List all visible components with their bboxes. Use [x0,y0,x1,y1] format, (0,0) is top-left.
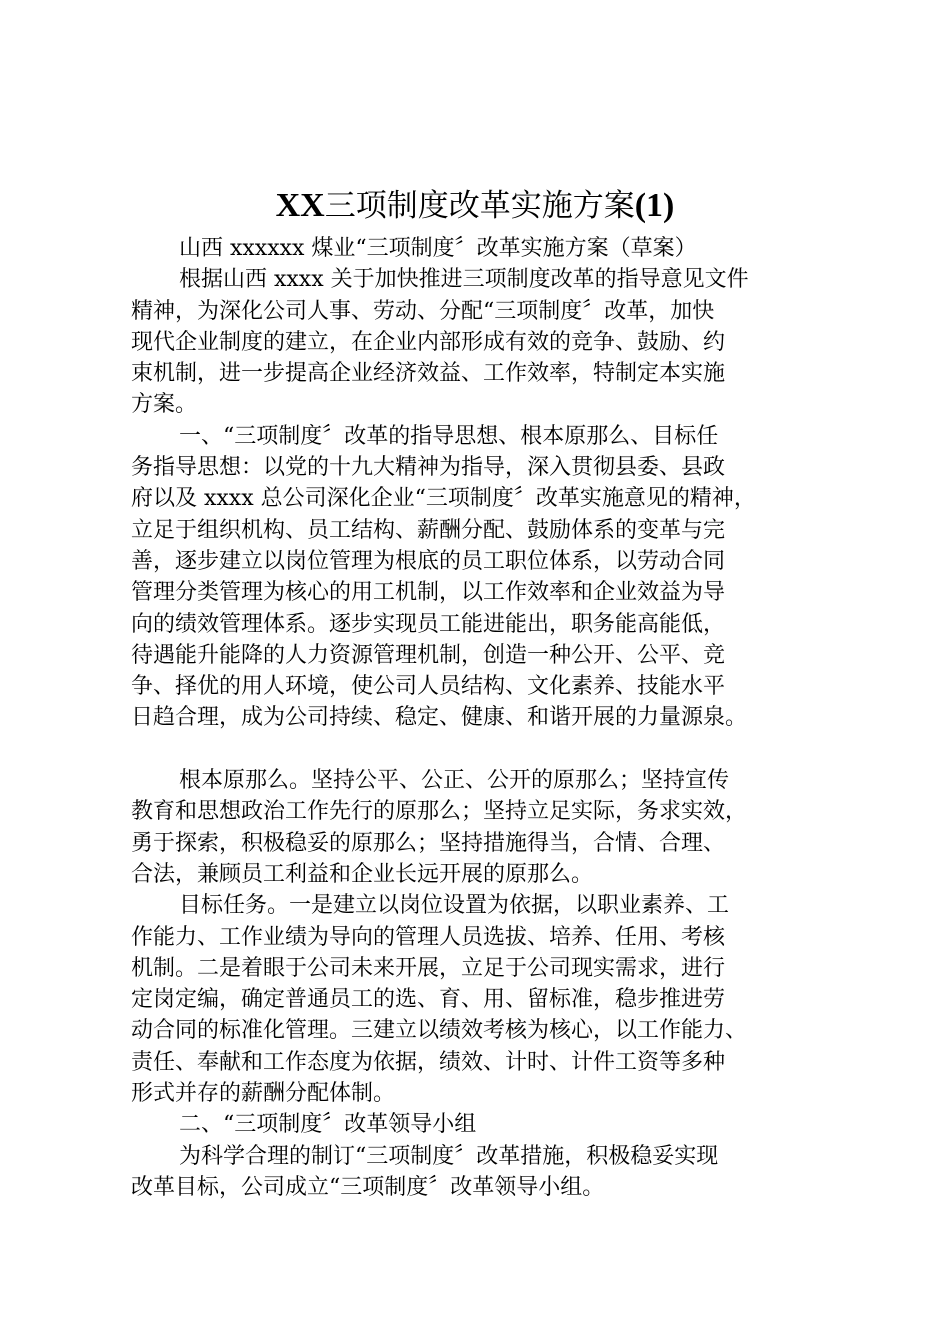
paragraph-line: 根本原那么。坚持公平、公正、公开的原那么；坚持宣传 [179,768,730,794]
paragraph-line: 日趋合理，成为公司持续、稳定、健康、和谐开展的力量源泉。 [131,705,748,731]
paragraph-line: 善，逐步建立以岗位管理为根底的员工职位体系，以劳动合同 [131,548,726,574]
paragraph-line: 方案。 [131,392,198,418]
paragraph-line: 作能力、工作业绩为导向的管理人员选拔、培养、任用、考核 [131,924,726,950]
paragraph-line: 改革目标，公司成立“三项制度〞改革领导小组。 [131,1174,605,1200]
paragraph-line: 现代企业制度的建立，在企业内部形成有效的竞争、鼓励、约 [131,329,726,355]
paragraph-line: 为科学合理的制订“三项制度〞改革措施，积极稳妥实现 [179,1143,719,1169]
paragraph-line: 立足于组织机构、员工结构、薪酬分配、鼓励体系的变革与完 [131,517,726,543]
paragraph-line: 教育和思想政治工作先行的原那么；坚持立足实际，务求实效， [131,799,748,825]
paragraph-line: 形式并存的薪酬分配体制。 [131,1081,396,1107]
paragraph-line: 定岗定编，确定普通员工的选、育、用、留标准，稳步推进劳 [131,987,726,1013]
paragraph-line: 动合同的标准化管理。三建立以绩效考核为核心，以工作能力、 [131,1018,748,1044]
document-body [131,233,851,1203]
paragraph-line: 目标任务。一是建立以岗位设置为依据，以职业素养、工 [179,893,730,919]
paragraph-line: 勇于探索，积极稳妥的原那么；坚持措施得当，合情、合理、 [131,830,726,856]
paragraph-line: 责任、奉献和工作态度为依据，绩效、计时、计件工资等多种 [131,1049,726,1075]
title-prefix: XX [275,187,325,224]
document-title [0,184,950,228]
paragraph-line: 束机制，进一步提高企业经济效益、工作效率，特制定本实施 [131,361,726,387]
paragraph-line: 根据山西 xxxx 关于加快推进三项制度改革的指导意见文件 [179,267,749,293]
paragraph-line: 管理分类管理为核心的用工机制，以工作效率和企业效益为导 [131,580,726,606]
subtitle-line: 山西 xxxxxx 煤业“三项制度〞改革实施方案（草案） [179,236,697,261]
paragraph-line: 务指导思想：以党的十九大精神为指导，深入贯彻县委、县政 [131,455,726,481]
section-heading-line: 一、“三项制度〞改革的指导思想、根本原那么、目标任 [179,423,719,449]
paragraph-line: 府以及 xxxx 总公司深化企业“三项制度〞改革实施意见的精神， [131,486,756,512]
paragraph-line: 待遇能升能降的人力资源管理机制，创造一种公开、公平、竞 [131,642,726,668]
paragraph-line: 向的绩效管理体系。逐步实现员工能进能出，职务能高能低， [131,611,726,637]
paragraph-line: 精神，为深化公司人事、劳动、分配“三项制度〞改革，加快 [131,298,715,324]
title-suffix: (1) [634,187,675,224]
paragraph-line: 争、择优的用人环境，使公司人员结构、文化素养、技能水平 [131,674,726,700]
section-heading-line: 二、“三项制度〞改革领导小组 [179,1112,477,1138]
paragraph-line: 机制。二是着眼于公司未来开展，立足于公司现实需求，进行 [131,955,726,981]
title-main: 三项制度改革实施方案 [324,188,635,224]
paragraph-line: 合法，兼顾员工利益和企业长远开展的原那么。 [131,861,594,887]
blank-line [131,734,851,765]
